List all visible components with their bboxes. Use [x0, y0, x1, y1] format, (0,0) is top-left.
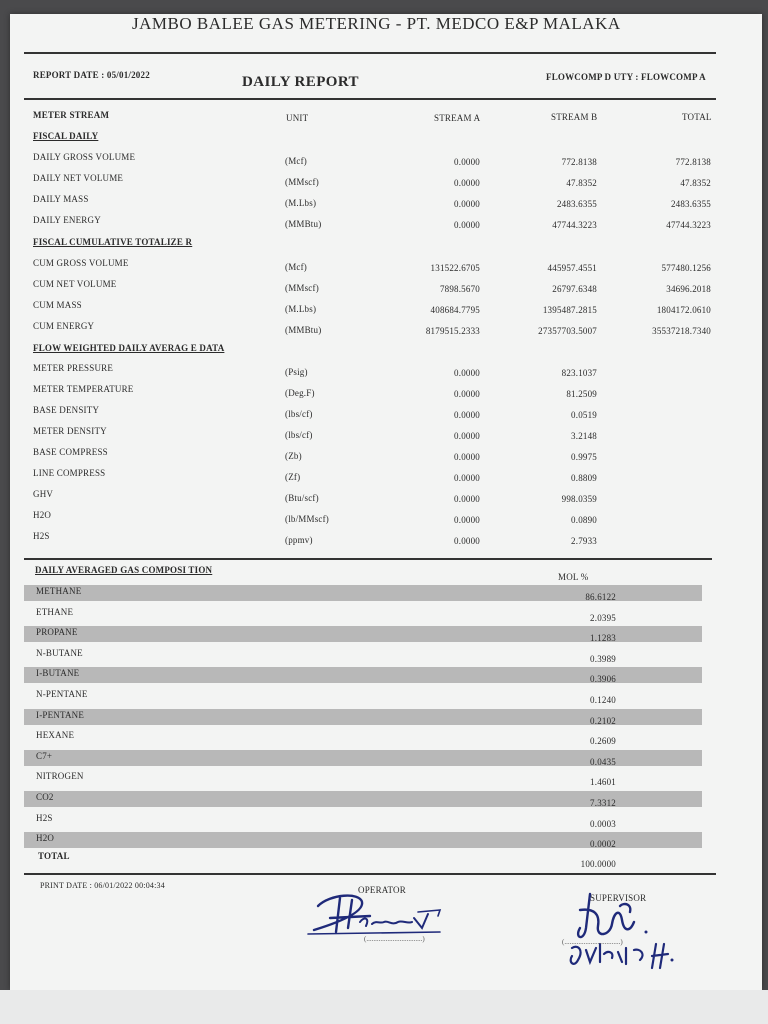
section-fiscal-daily: FISCAL DAILY — [33, 131, 99, 141]
row-unit: (lbs/cf) — [285, 430, 313, 440]
composition-label: I-BUTANE — [36, 668, 80, 679]
row-stream-b-value: 0.0890 — [571, 515, 597, 525]
composition-value: 2.0395 — [590, 612, 616, 623]
row-unit: (Btu/scf) — [285, 493, 319, 503]
row-label: BASE COMPRESS — [33, 447, 108, 457]
row-stream-a-value: 0.0000 — [454, 431, 480, 441]
composition-label: H2S — [36, 812, 53, 823]
row-stream-a-value: 408684.7795 — [430, 305, 480, 315]
row-total-value: 47.8352 — [680, 178, 711, 188]
row-stream-b-value: 3.2148 — [571, 431, 597, 441]
col-unit: UNIT — [286, 113, 309, 123]
row-stream-b-value: 0.9975 — [571, 452, 597, 462]
row-label: METER DENSITY — [33, 426, 107, 436]
row-label: H2S — [33, 531, 50, 541]
composition-label: NITROGEN — [36, 771, 84, 782]
composition-rule — [24, 558, 712, 560]
composition-label: N-PENTANE — [36, 689, 88, 699]
row-stream-a-value: 0.0000 — [454, 536, 480, 546]
flowcomp-duty: FLOWCOMP D UTY : FLOWCOMP A — [546, 72, 706, 82]
composition-value: 1.1283 — [590, 633, 616, 644]
row-stream-b-value: 823.1037 — [561, 368, 597, 378]
row-unit: (M.Lbs) — [285, 198, 317, 208]
row-stream-b-value: 2483.6355 — [556, 199, 597, 209]
row-total-value: 47744.3223 — [666, 220, 711, 230]
row-stream-b-value: 47.8352 — [566, 178, 597, 188]
row-unit: (Mcf) — [285, 156, 307, 166]
desk-surface — [0, 990, 768, 1024]
composition-value: 0.2102 — [590, 715, 616, 726]
row-stream-b-value: 772.8138 — [561, 157, 597, 167]
row-stream-a-value: 0.0000 — [454, 389, 480, 399]
composition-value: 0.0003 — [590, 818, 616, 829]
row-total-value: 1804172.0610 — [656, 305, 711, 315]
row-unit: (lbs/cf) — [285, 409, 313, 419]
row-label: H2O — [33, 510, 52, 520]
row-stream-a-value: 0.0000 — [454, 220, 480, 230]
row-stream-b-value: 2.7933 — [571, 536, 597, 546]
row-label: METER PRESSURE — [33, 363, 114, 373]
composition-value: 86.6122 — [585, 592, 616, 602]
row-unit: (MMBtu) — [285, 325, 322, 335]
row-stream-a-value: 0.0000 — [454, 410, 480, 420]
row-label: CUM ENERGY — [33, 321, 95, 331]
row-total-value: 35537218.7340 — [652, 326, 711, 336]
composition-label: METHANE — [36, 586, 82, 596]
supervisor-label: SUPERVISOR — [590, 893, 647, 903]
composition-label: CO2 — [36, 792, 54, 802]
row-stream-b-value: 0.0519 — [571, 410, 597, 420]
row-stream-b-value: 27357703.5007 — [538, 326, 597, 336]
composition-total-label: TOTAL — [38, 851, 70, 861]
row-unit: (Mcf) — [285, 262, 307, 272]
composition-label: C7+ — [36, 750, 53, 761]
row-label: DAILY NET VOLUME — [33, 173, 124, 183]
row-unit: (M.Lbs) — [285, 304, 317, 314]
row-stream-a-value: 0.0000 — [454, 368, 480, 378]
composition-label: ETHANE — [36, 606, 74, 617]
composition-value: 7.3312 — [590, 798, 616, 808]
report-date: REPORT DATE : 05/01/2022 — [33, 70, 150, 80]
section-fiscal-cumulative: FISCAL CUMULATIVE TOTALIZE R — [33, 237, 193, 247]
header-rule — [24, 98, 716, 100]
row-label: CUM MASS — [33, 300, 82, 310]
composition-value: 0.3989 — [590, 653, 616, 664]
row-label: DAILY GROSS VOLUME — [33, 152, 136, 162]
operator-signature — [300, 888, 460, 948]
row-label: CUM GROSS VOLUME — [33, 258, 129, 268]
row-total-value: 34696.2018 — [666, 284, 711, 294]
composition-total-value: 100.0000 — [580, 859, 616, 869]
print-date: PRINT DATE : 06/01/2022 00:04:34 — [40, 881, 165, 890]
report-type: DAILY REPORT — [242, 74, 359, 90]
row-label: CUM NET VOLUME — [33, 279, 117, 289]
row-unit: (MMscf) — [285, 283, 319, 293]
title-rule — [24, 52, 716, 54]
composition-value: 1.4601 — [590, 777, 616, 788]
report-title: JAMBO BALEE GAS METERING - PT. MEDCO E&P MALAKA — [132, 14, 621, 33]
svg-text:(.............................: (................................) — [562, 938, 623, 946]
row-total-value: 577480.1256 — [661, 263, 711, 273]
row-stream-b-value: 1395487.2815 — [542, 305, 597, 315]
row-stream-a-value: 8179515.2333 — [425, 326, 480, 336]
row-unit: (MMscf) — [285, 177, 319, 187]
composition-value: 0.0435 — [590, 756, 616, 767]
row-unit: (Zb) — [285, 451, 302, 461]
composition-value: 0.1240 — [590, 695, 616, 705]
footer-rule — [24, 873, 716, 875]
col-stream-a: STREAM A — [434, 113, 481, 123]
row-stream-b-value: 445957.4551 — [547, 263, 597, 273]
row-label: DAILY ENERGY — [33, 215, 101, 225]
row-unit: (Zf) — [285, 472, 301, 482]
row-label: LINE COMPRESS — [33, 468, 106, 478]
row-total-value: 772.8138 — [675, 157, 711, 167]
row-stream-a-value: 0.0000 — [454, 494, 480, 504]
row-stream-b-value: 81.2509 — [566, 389, 597, 399]
row-stream-a-value: 0.0000 — [454, 199, 480, 209]
row-unit: (Deg.F) — [285, 388, 315, 398]
row-stream-a-value: 0.0000 — [454, 515, 480, 525]
col-stream-b: STREAM B — [551, 112, 598, 122]
row-stream-a-value: 0.0000 — [454, 157, 480, 167]
col-total: TOTAL — [682, 112, 712, 122]
composition-label: H2O — [36, 833, 55, 844]
composition-unit: MOL % — [558, 572, 589, 582]
svg-text:(.............................: (................................) — [364, 935, 425, 943]
row-total-value: 2483.6355 — [670, 199, 711, 209]
composition-label: N-BUTANE — [36, 647, 83, 658]
row-unit: (lb/MMscf) — [285, 514, 329, 524]
composition-value: 0.3906 — [590, 674, 616, 685]
row-label: DAILY MASS — [33, 194, 89, 204]
row-label: METER TEMPERATURE — [33, 384, 134, 394]
composition-label: HEXANE — [36, 730, 75, 741]
row-stream-b-value: 998.0359 — [561, 494, 597, 504]
row-stream-b-value: 26797.6348 — [552, 284, 597, 294]
supervisor-signature — [560, 888, 690, 972]
section-flow-weighted: FLOW WEIGHTED DAILY AVERAG E DATA — [33, 343, 225, 353]
row-label: BASE DENSITY — [33, 405, 100, 415]
row-unit: (Psig) — [285, 367, 308, 377]
composition-value: 0.2609 — [590, 736, 616, 747]
row-stream-a-value: 0.0000 — [454, 473, 480, 483]
col-meter-stream: METER STREAM — [33, 110, 110, 120]
row-stream-a-value: 0.0000 — [454, 452, 480, 462]
row-stream-a-value: 0.0000 — [454, 178, 480, 188]
row-stream-a-value: 131522.6705 — [430, 263, 480, 273]
composition-value: 0.0002 — [590, 839, 616, 850]
row-stream-a-value: 7898.5670 — [439, 284, 480, 294]
operator-label: OPERATOR — [358, 885, 406, 895]
section-gas-composition: DAILY AVERAGED GAS COMPOSI TION — [35, 565, 213, 575]
composition-label: I-PENTANE — [36, 709, 85, 720]
composition-label: PROPANE — [36, 627, 78, 638]
row-stream-b-value: 0.8809 — [571, 473, 597, 483]
row-label: GHV — [33, 489, 54, 499]
row-unit: (MMBtu) — [285, 219, 322, 229]
row-unit: (ppmv) — [285, 535, 313, 545]
row-stream-b-value: 47744.3223 — [552, 220, 597, 230]
